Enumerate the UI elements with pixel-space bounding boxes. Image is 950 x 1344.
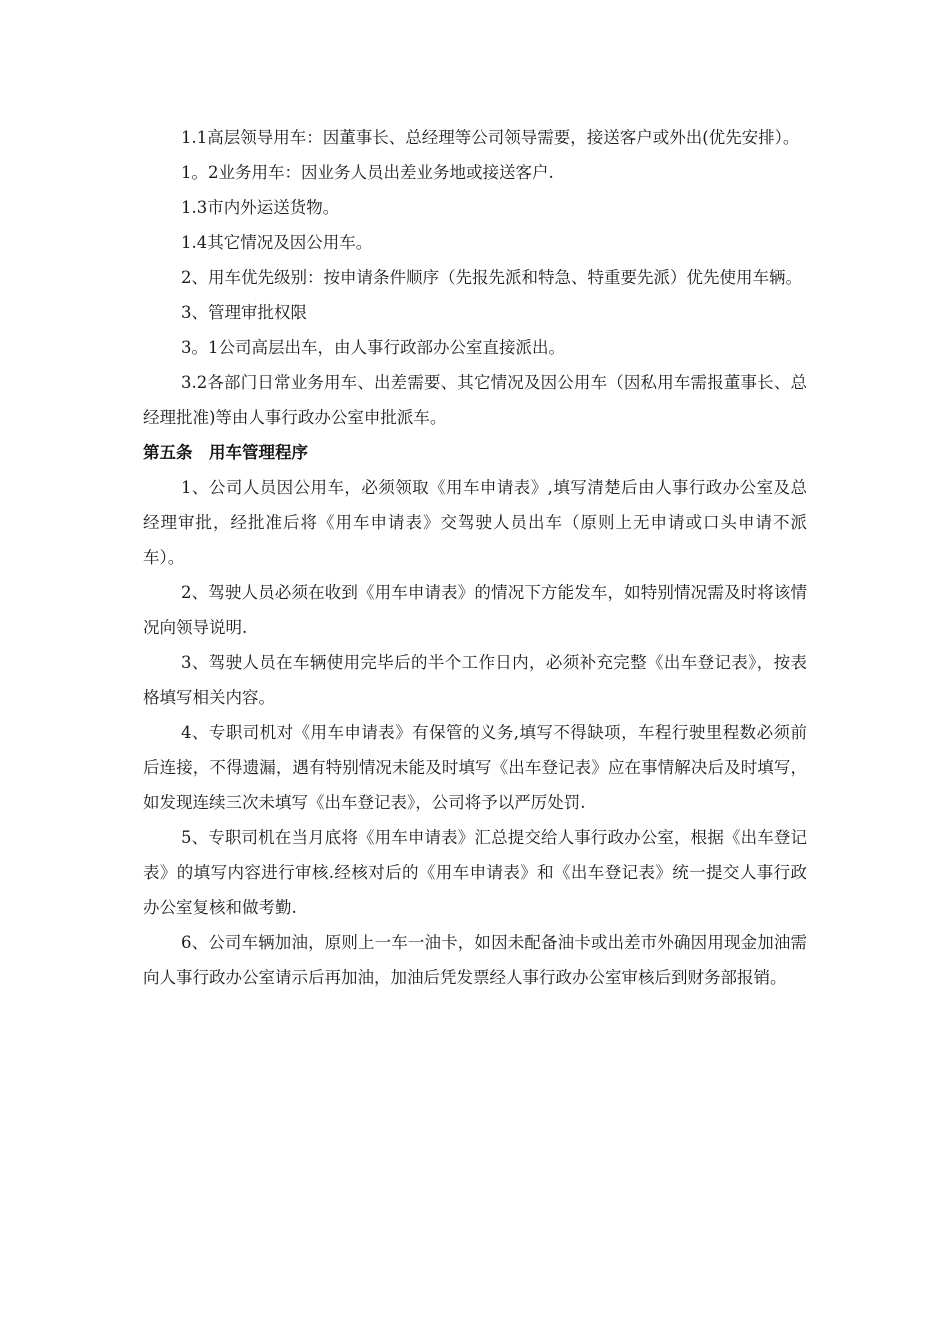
- article-5-item-5: 5、专职司机在当月底将《用车申请表》汇总提交给人事行政办公室，根据《出车登记表》的填写内容进行审核.经核对后的《用车申请表》和《出车登记表》统一提交人事行政办公室复核和做考勤.: [143, 828, 807, 917]
- article-5-item-6: 6、公司车辆加油，原则上一车一油卡，如因未配备油卡或出差市外确因用现金加油需向人事行政办公室请示后再加油，加油后凭发票经人事行政办公室审核后到财务部报销。: [143, 933, 807, 987]
- clause-1-2-business-use: 1。2业务用车：因业务人员出差业务地或接送客户.: [181, 163, 554, 182]
- clause-1-3-goods-transport: 1.3市内外运送货物。: [181, 198, 340, 217]
- clause-1-4-other-use: 1.4其它情况及因公用车。: [181, 233, 373, 252]
- clause-1-1-senior-leader-use: 1.1高层领导用车：因董事长、总经理等公司领导需要，接送客户或外出(优先安排）。: [181, 128, 800, 147]
- clause-3-1-senior-dispatch: 3。1公司高层出车，由人事行政部办公室直接派出。: [181, 338, 565, 357]
- article-5-item-1: 1、公司人员因公用车，必须领取《用车申请表》,填写清楚后由人事行政办公室及总经理审批，经批准后将《用车申请表》交驾驶人员出车（原则上无申请或口头申请不派车）。: [143, 478, 807, 567]
- clause-2-priority-level: 2、用车优先级别：按申请条件顺序（先报先派和特急、特重要先派）优先使用车辆。: [181, 268, 802, 287]
- document-body: [143, 120, 807, 995]
- article-5-heading: 第五条 用车管理程序: [143, 443, 308, 462]
- article-5-item-4: 4、专职司机对《用车申请表》有保管的义务,填写不得缺项，车程行驶里程数必须前后连接，不得遗漏，遇有特别情况未能及时填写《出车登记表》应在事情解决后及时填写，如发现连续三次未填写《出车登记表》，公司将予以严厉处罚.: [143, 723, 807, 812]
- article-5-item-2: 2、驾驶人员必须在收到《用车申请表》的情况下方能发车，如特别情况需及时将该情况向领导说明.: [143, 583, 807, 637]
- article-5-item-3: 3、驾驶人员在车辆使用完毕后的半个工作日内，必须补充完整《出车登记表》，按表格填写相关内容。: [143, 653, 807, 707]
- clause-3-2-department-dispatch: 3.2各部门日常业务用车、出差需要、其它情况及因公用车（因私用车需报董事长、总经理批准)等由人事行政办公室申批派车。: [143, 373, 807, 427]
- clause-3-approval-authority: 3、管理审批权限: [181, 303, 307, 322]
